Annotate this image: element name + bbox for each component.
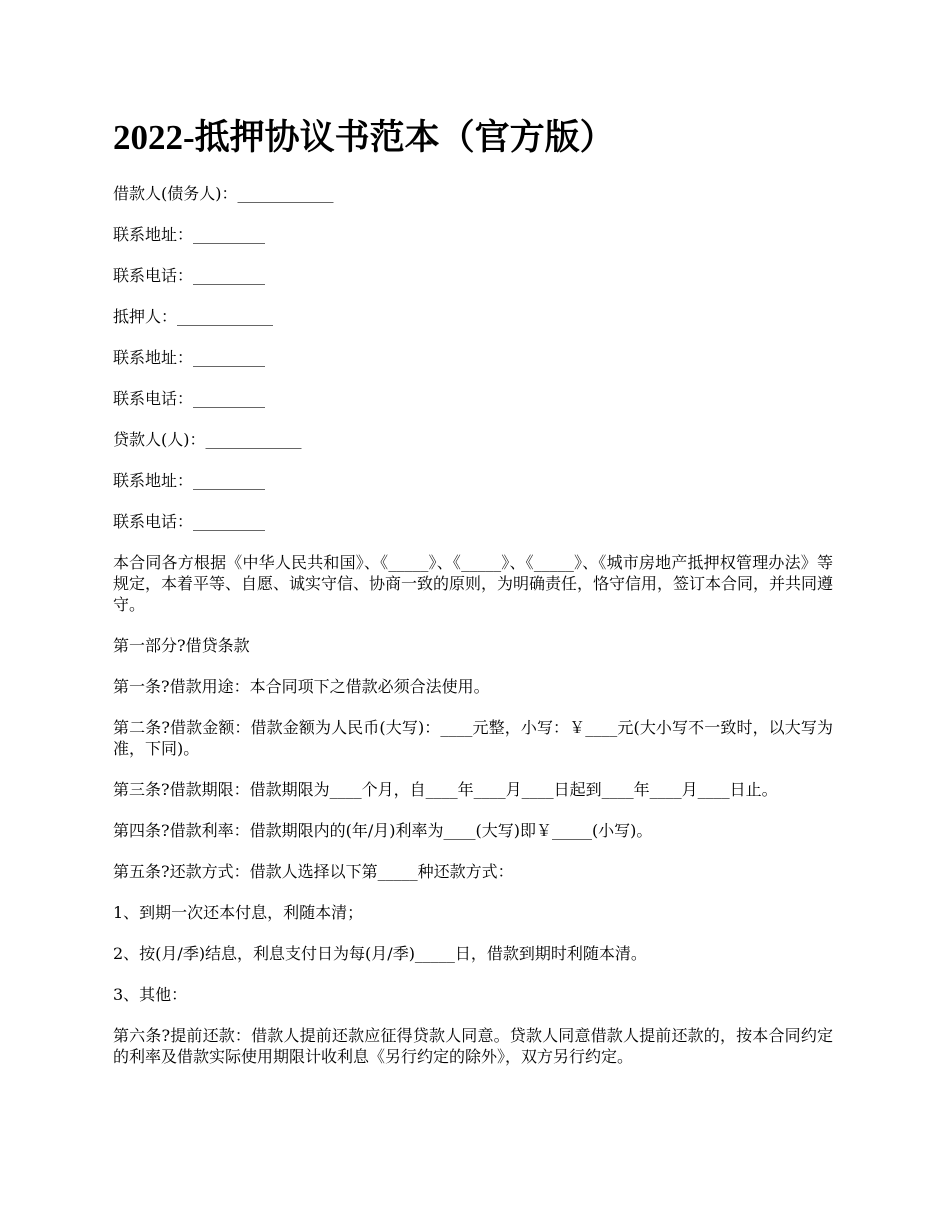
article-4: 第四条?借款利率：借款期限内的(年/月)利率为____(大写)即￥_____(小写)。 — [113, 821, 653, 840]
repayment-option-2: 2、按(月/季)结息，利息支付日为每(月/季)_____日，借款到期时利随本清。 — [113, 944, 647, 963]
article-1: 第一条?借款用途：本合同项下之借款必须合法使用。 — [113, 677, 490, 696]
lender-address-line: 联系地址：_________ — [113, 471, 266, 490]
document-page — [113, 112, 833, 1087]
article-2: 第二条?借款金额：借款金额为人民币(大写)：____元整，小写：￥____元(大小写不一致时，以大写为准，下同)。 — [113, 718, 833, 758]
borrower-address-line: 联系地址：_________ — [113, 225, 266, 244]
article-3: 第三条?借款期限：借款期限为____个月，自____年____月____日起到____年____月____日止。 — [113, 780, 778, 799]
preamble-paragraph: 本合同各方根据《中华人民共和国》、《_____》、《_____》、《_____》、《城市房地产抵押权管理办法》等规定，本着平等、自愿、诚实守信、协商一致的原则，为明确责任，恪守信用，签订本合同，并共同遵守。 — [113, 553, 834, 614]
section-heading: 第一部分?借贷条款 — [113, 636, 250, 655]
document-title: 2022-抵押协议书范本（官方版） — [113, 118, 615, 157]
mortgagor-line: 抵押人：____________ — [113, 307, 274, 326]
lender-line: 贷款人(人)：____________ — [113, 430, 302, 449]
article-5: 第五条?还款方式：借款人选择以下第_____种还款方式： — [113, 862, 514, 881]
borrower-line: 借款人(债务人)：____________ — [113, 184, 334, 203]
mortgagor-address-line: 联系地址：_________ — [113, 348, 266, 367]
repayment-option-1: 1、到期一次还本付息，利随本清； — [113, 903, 364, 922]
borrower-phone-line: 联系电话：_________ — [113, 266, 266, 285]
lender-phone-line: 联系电话：_________ — [113, 512, 266, 531]
repayment-option-3: 3、其他： — [113, 985, 188, 1004]
article-6: 第六条?提前还款：借款人提前还款应征得贷款人同意。贷款人同意借款人提前还款的，按本合同约定的利率及借款实际使用期限计收利息《另行约定的除外》，双方另行约定。 — [113, 1026, 833, 1066]
mortgagor-phone-line: 联系电话：_________ — [113, 389, 266, 408]
